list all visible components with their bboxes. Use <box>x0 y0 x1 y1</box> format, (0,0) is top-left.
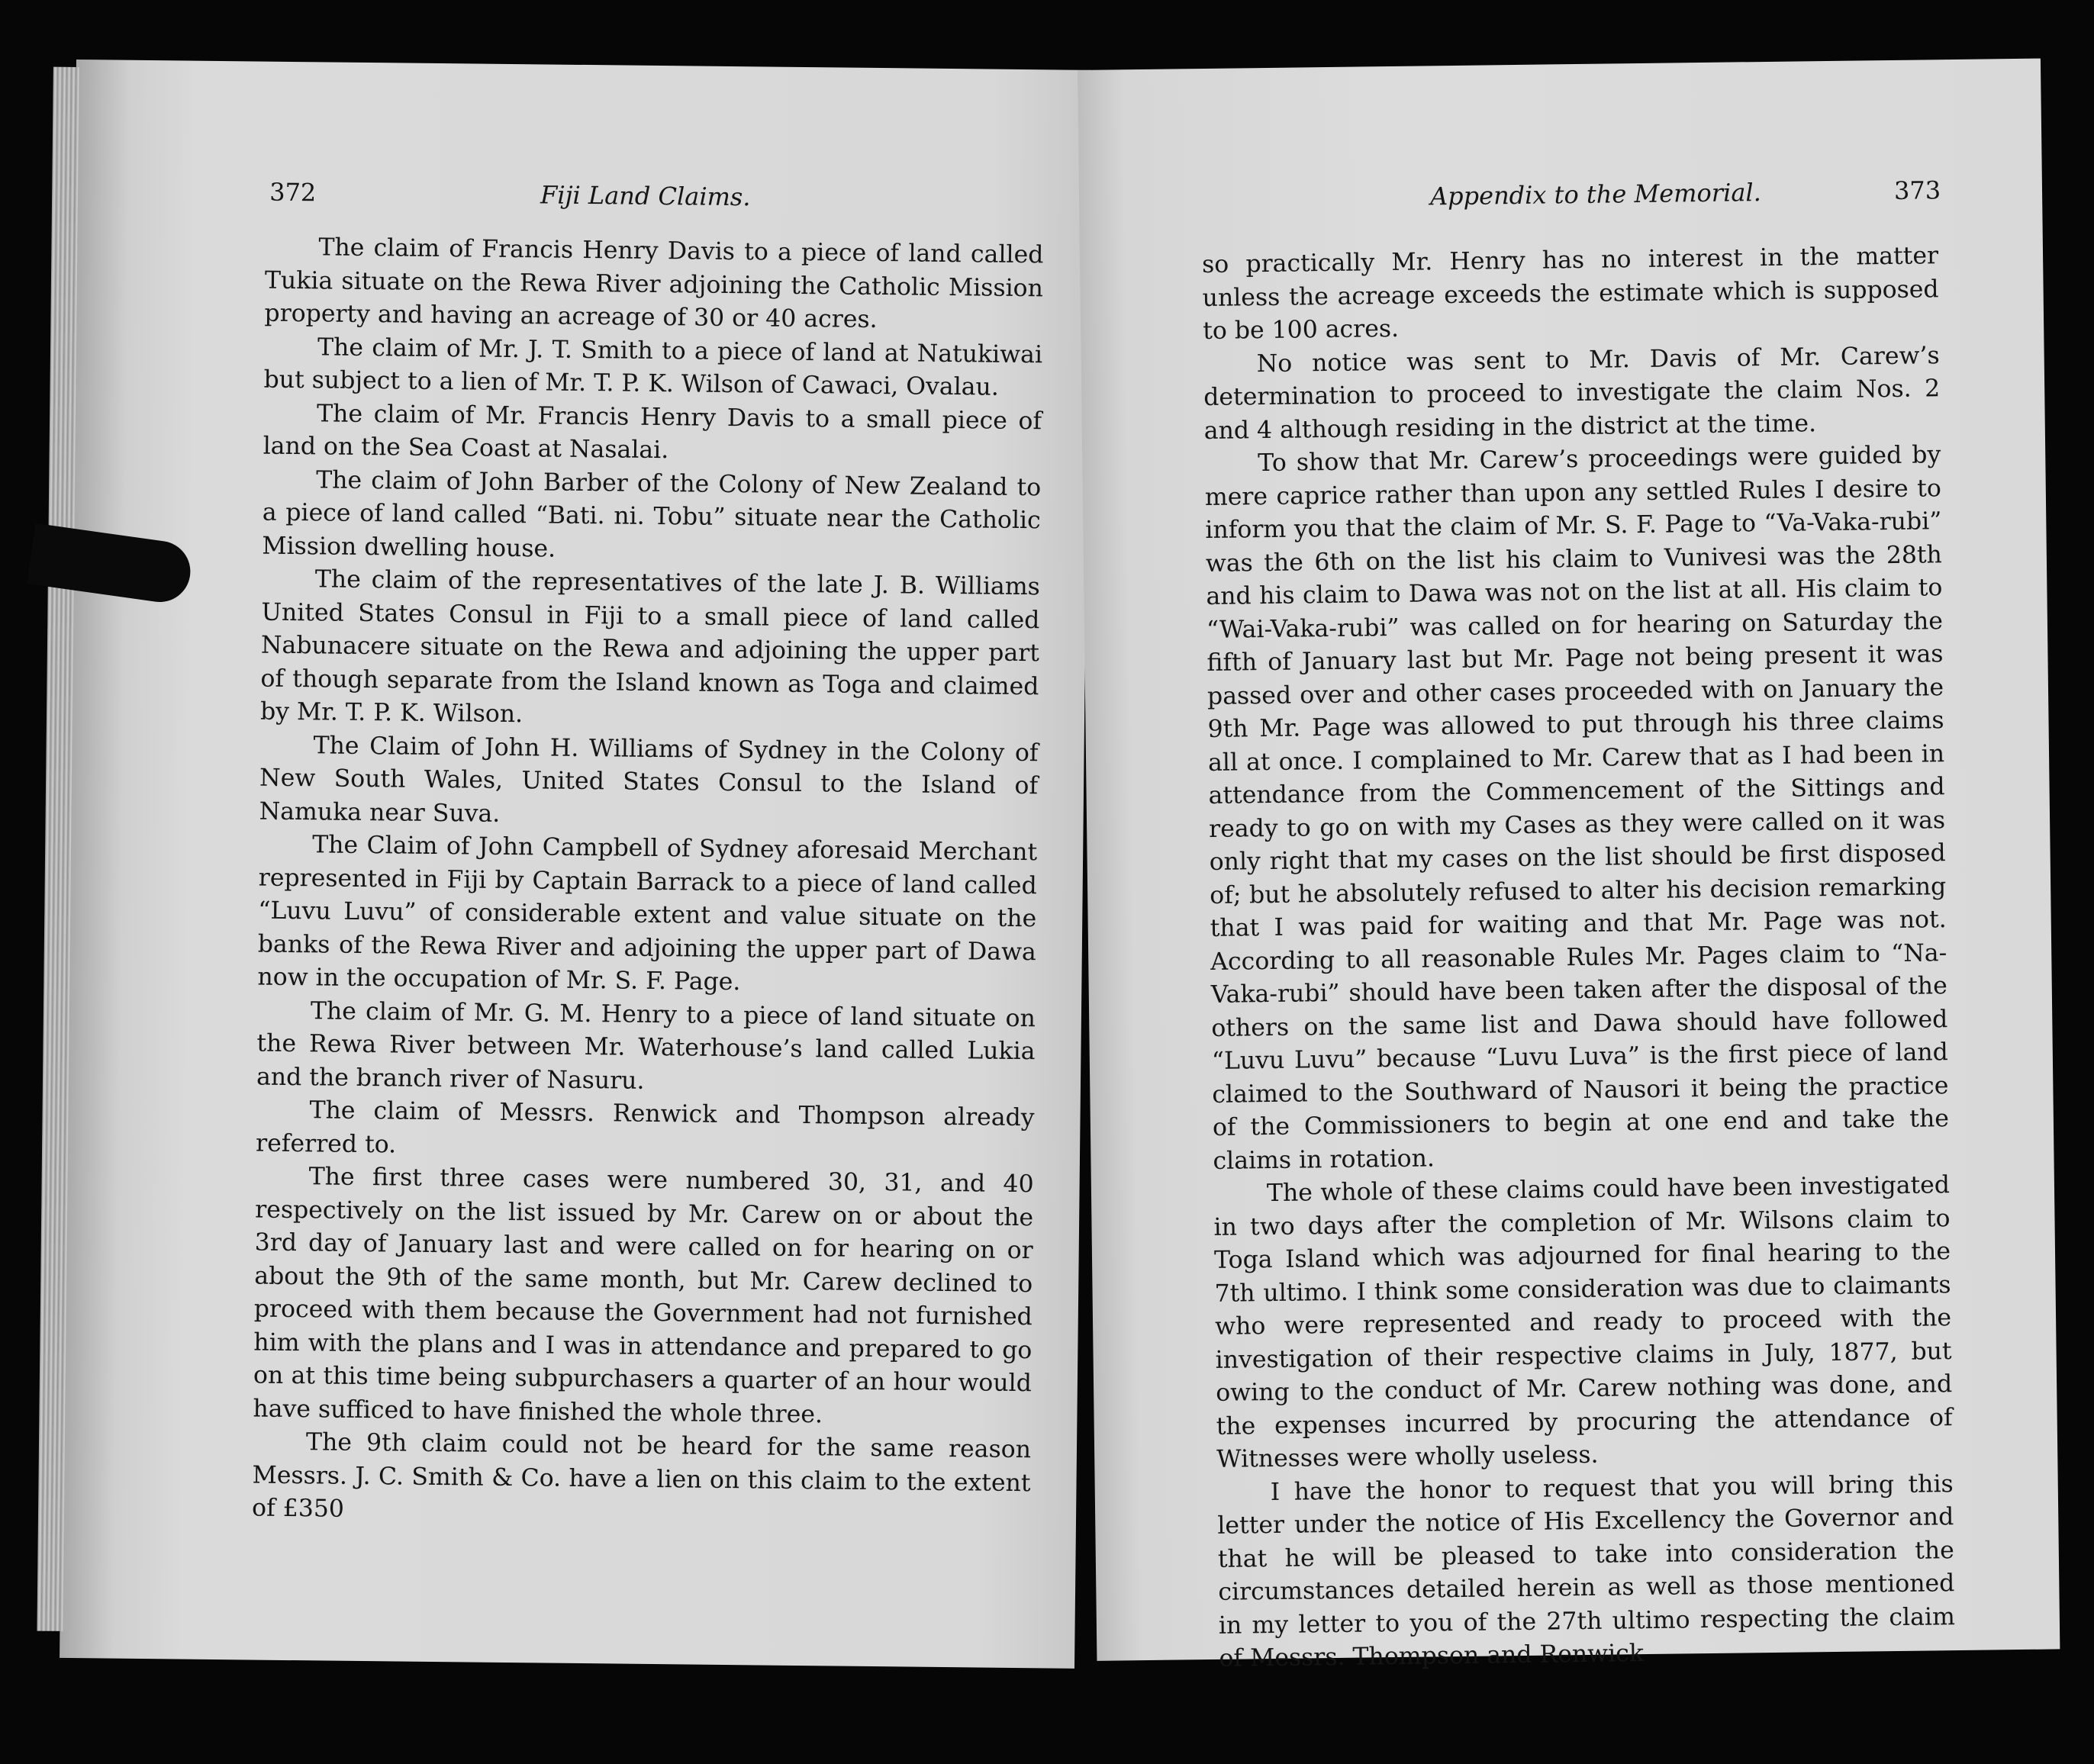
page-body <box>1202 240 1956 1675</box>
paragraph: The claim of John Barber of the Colony of New Zealand to a piece of land called “Bati. ni. Tobu” situate near the Catholic Mission dwelling house. <box>262 465 1042 563</box>
right-page <box>1078 59 2060 1672</box>
paragraph: The claim of Mr. J. T. Smith to a piece of land at Natukiwai but subject to a lien of Mr. T. P. K. Wilson of Cawaci, Ovalau. <box>263 333 1043 401</box>
paragraph: The claim of Messrs. Renwick and Thompson already referred to. <box>255 1096 1035 1158</box>
paragraph: To show that Mr. Carew’s proceedings were guided by mere caprice rather than upon any settled Rules I desire to inform you that the claim of Mr. S. F. Page to “Va-Vaka-rubi” was the 6th on the list his claim to Vunivesi was the 28th and his claim to Dawa was not on the list at all. His claim to “Wai-Vaka-rubi” was called on for hearing on Saturday the fifth of January last but Mr. Page not being present it was passed over and other cases proceeded with on January the 9th Mr. Page was allowed to put through his three claims all at once. I complained to Mr. Carew that as I had been in attendance from the Commencement of the Sittings and ready to go on with my Cases as they were called on it was only right that my cases on the list should be first disposed of; but he absolutely refused to alter his decision remarking that I was paid for waiting and that Mr. Page was not. According to all reasonable Rules Mr. Pages claim to “Na-Vaka-rubi” should have been taken after the disposal of the others on the same list and Dawa should have followed “Luvu Luvu” because “Luvu Luva” is the first piece of land claimed to the Southward of Nausori it being the practice of the Commissioners to begin at one end and take the claims in rotation. <box>1204 441 1950 1175</box>
paragraph-continuation: so practically Mr. Henry has no interest in the matter unless the acreage exceeds the estimate which is supposed to be 100 acres. <box>1201 242 1939 346</box>
left-page <box>60 60 1091 1669</box>
paragraph: The 9th claim could not be heard for the same reason Messrs. J. C. Smith & Co. have a lien on this claim to the extent of £350 <box>251 1428 1032 1523</box>
paragraph: The Claim of John Campbell of Sydney aforesaid Merchant represented in Fiji by Captain Barrack to a piece of land called “Luvu Luvu” of considerable extent and value situate on the banks of the Rewa River and adjoining the upper part of Dawa now in the occupation of Mr. S. F. Page. <box>257 831 1038 996</box>
paragraph: The Claim of John H. Williams of Sydney in the Colony of New South Wales, United States Consul to the Island of Namuka near Suva. <box>259 731 1039 828</box>
paragraph: I have the honor to request that you will bring this letter under the notice of His Excellency the Governor and that he will be pleased to take into consideration the circumstances detailed herein as well as those mentioned in my letter to you of the 27th ultimo respecting the claim of Messrs. Thompson and Renwick <box>1217 1469 1956 1672</box>
paragraph: The whole of these claims could have been investigated in two days after the completion of Mr. Wilsons claim to Toga Island which was adjourned for final hearing to the 7th ultimo. I think some consideration was due to claimants who were represented and ready to proceed with the investigation of their respective claims in July, 1877, but owing to the conduct of Mr. Carew nothing was done, and the expenses incurred by procuring the attendance of Witnesses were wholly useless. <box>1213 1171 1953 1473</box>
page-number: 372 <box>269 177 317 208</box>
paragraph: No notice was sent to Mr. Davis of Mr. Carew’s determination to proceed to investigate the claim Nos. 2 and 4 although residing in the district at the time. <box>1203 341 1941 445</box>
page-number: 373 <box>1893 175 1941 205</box>
paragraph: The claim of Mr. G. M. Henry to a piece of land situate on the Rewa River between Mr. Waterhouse’s land called Lukia and the branch river of Nasuru. <box>256 996 1036 1095</box>
page-body <box>252 231 1044 1534</box>
running-head: Fiji Land Claims. <box>540 180 751 212</box>
paragraph: The claim of Mr. Francis Henry Davis to a small piece of land on the Sea Coast at Nasalai. <box>263 399 1042 465</box>
running-head: Appendix to the Memorial. <box>1429 178 1762 211</box>
paragraph: The claim of the representatives of the late J. B. Williams United States Consul in Fiji to a small piece of land called Nabunacere situate on the Rewa and adjoining the upper part of though separate from the Island known as Toga and claimed by Mr. T. P. K. Wilson. <box>259 565 1041 729</box>
paragraph: The claim of Francis Henry Davis to a piece of land called Tukia situate on the Rewa River adjoining the Catholic Mission property and having an acreage of 30 or 40 acres. <box>264 233 1044 334</box>
paragraph: The first three cases were numbered 30, 31, and 40 respectively on the list issued by Mr. Carew on or about the 3rd day of January last and were called on for hearing on or about the 9th of the same month, but Mr. Carew declined to proceed with them because the Government had not furnished him with the plans and I was in attendance and prepared to go on at this time being subpurchasers a quarter of an hour would have sufficed to have finished the whole three. <box>253 1163 1034 1428</box>
